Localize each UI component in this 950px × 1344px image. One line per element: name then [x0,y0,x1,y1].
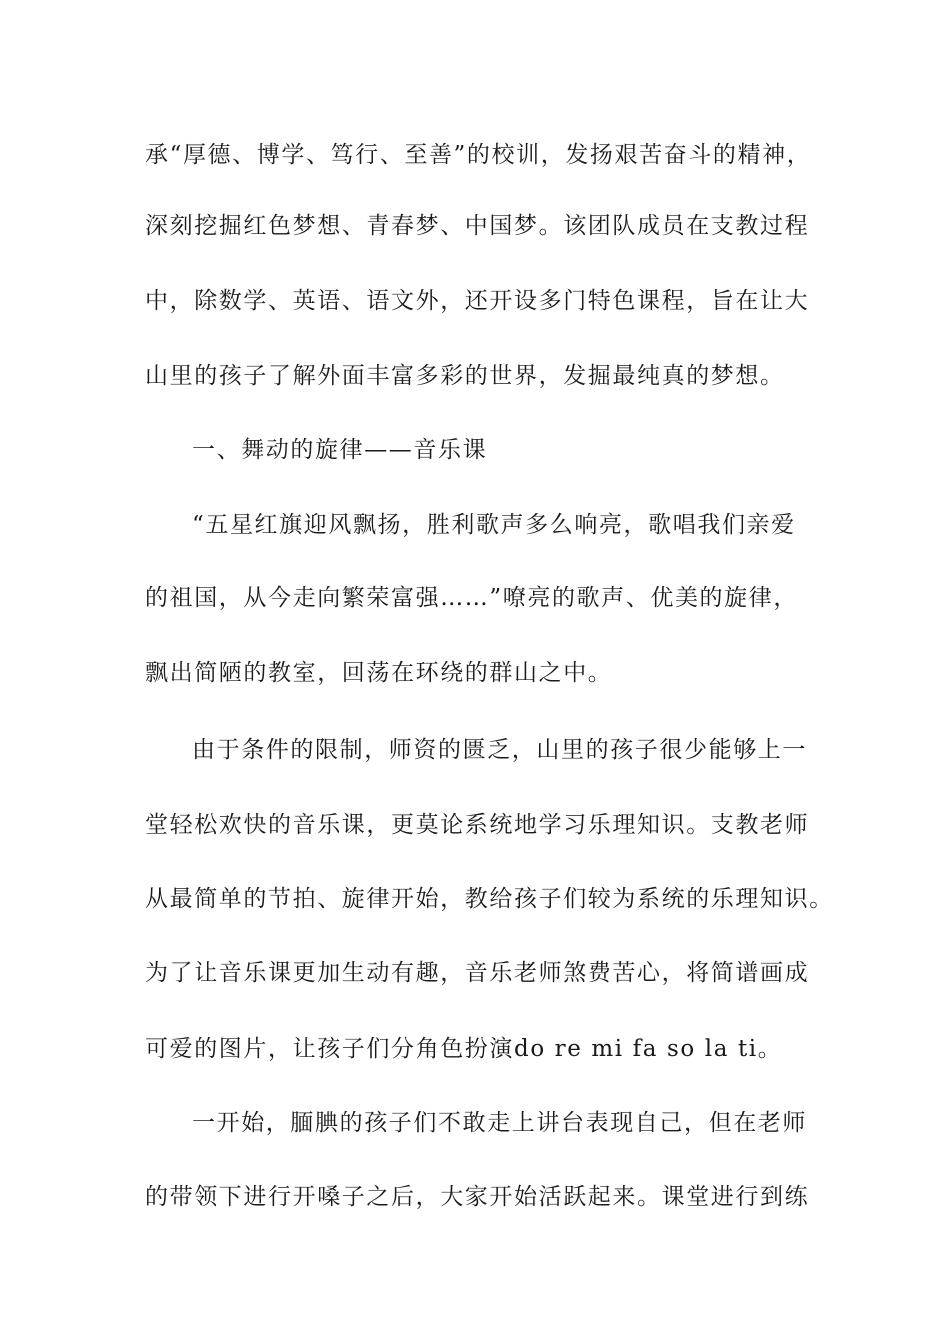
paragraph-line: 承“厚德、博学、笃行、至善”的校训，发扬艰苦奋斗的精神， [145,142,812,168]
paragraph-line: 由于条件的限制，师资的匮乏，山里的孩子很少能够上一 [192,737,807,763]
paragraph-line: 的祖国，从今走向繁荣富强……”嘹亮的歌声、优美的旋律， [145,585,798,611]
paragraph-line: 一开始，腼腆的孩子们不敢走上讲台表现自己，但在老师 [192,1110,807,1136]
paragraph-line: 中，除数学、英语、语文外，还开设多门特色课程，旨在让大 [145,288,810,314]
paragraph-line: 从最简单的节拍、旋律开始，教给孩子们较为系统的乐理知识。 [145,886,834,912]
paragraph-line: 堂轻松欢快的音乐课，更莫论系统地学习乐理知识。支教老师 [145,812,810,838]
paragraph-line: 山里的孩子了解外面丰富多彩的世界，发掘最纯真的梦想。 [145,363,785,389]
section-heading: 一、舞动的旋律——音乐课 [192,437,488,463]
paragraph-line: 为了让音乐课更加生动有趣，音乐老师煞费苦心，将简谱画成 [145,960,810,986]
paragraph-line: 飘出简陋的教室，回荡在环绕的群山之中。 [145,660,613,686]
paragraph-line: 的带领下进行开嗓子之后，大家开始活跃起来。课堂进行到练 [145,1184,810,1210]
paragraph-line: 深刻挖掘红色梦想、青春梦、中国梦。该团队成员在支教过程 [145,213,810,239]
paragraph-line: 可爱的图片，让孩子们分角色扮演do re mi fa so la ti。 [145,1036,783,1062]
paragraph-line: “五星红旗迎风飘扬，胜利歌声多么响亮，歌唱我们亲爱 [192,512,796,538]
